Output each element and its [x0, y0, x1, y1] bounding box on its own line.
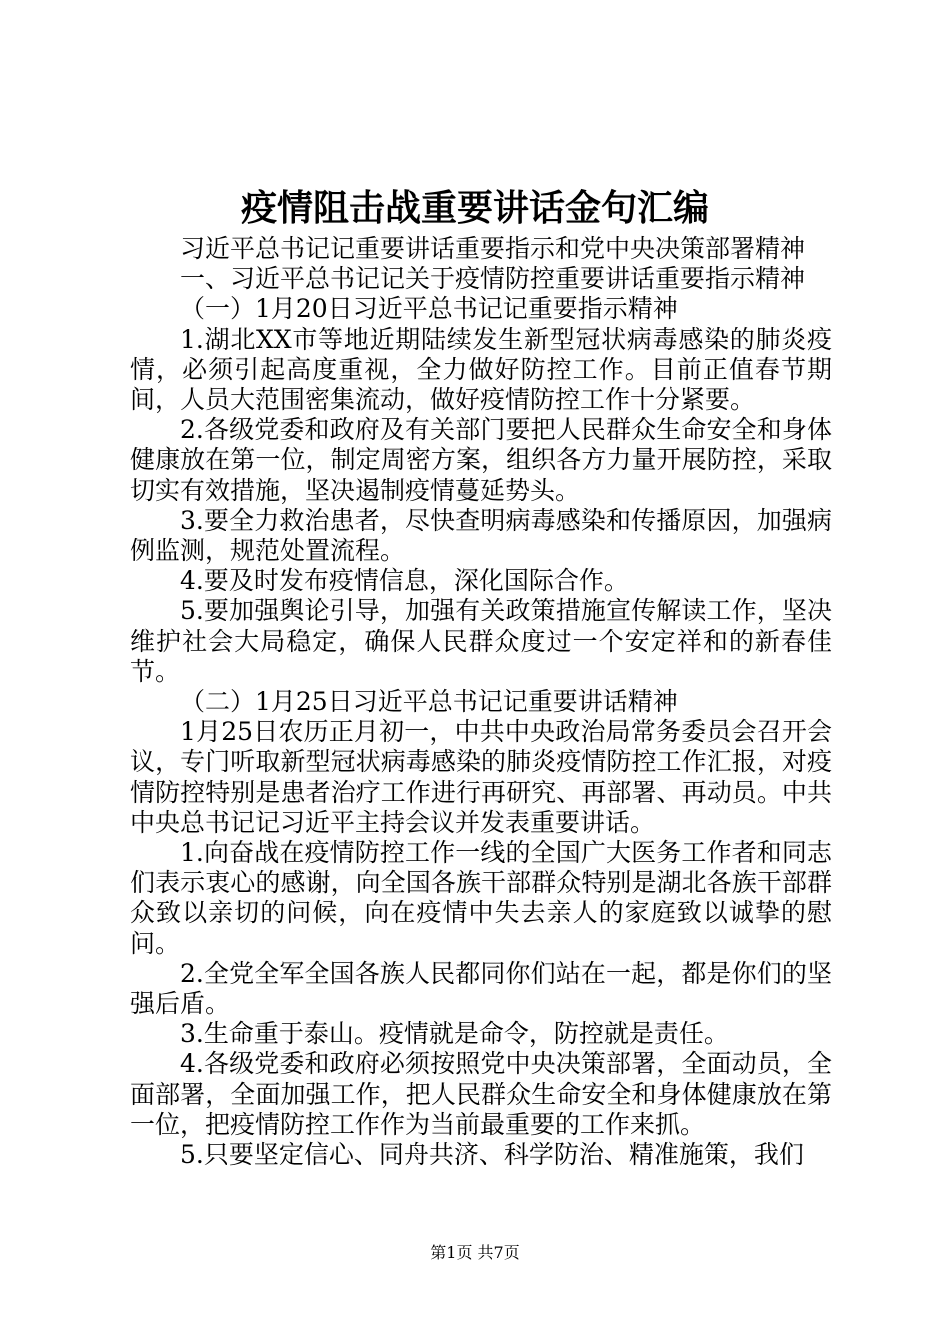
paragraph: 3.要全力救治患者，尽快查明病毒感染和传播原因，加强病例监测，规范处置流程。 — [130, 505, 832, 566]
paragraph: 1月25日农历正月初一，中共中央政治局常务委员会召开会议，专门听取新型冠状病毒感染的肺炎疫情防控工作汇报，对疫情防控特别是患者治疗工作进行再研究、再部署、再动员。中共中央总书记记习近平主持会议并发表重要讲话。 — [130, 717, 832, 837]
paragraph: 5.要加强舆论引导，加强有关政策措施宣传解读工作，坚决维护社会大局稳定，确保人民群众度过一个安定祥和的新春佳节。 — [130, 596, 832, 686]
paragraph: 习近平总书记记重要讲话重要指示和党中央决策部署精神 — [180, 234, 806, 263]
paragraph: 5.只要坚定信心、同舟共济、科学防治、精准施策，我们 — [180, 1140, 804, 1170]
paragraph: 一、习近平总书记记关于疫情防控重要讲话重要指示精神 — [180, 264, 806, 294]
document-title: 疫情阻击战重要讲话金句汇编 — [240, 187, 709, 229]
paragraph: （一）1月20日习近平总书记记重要指示精神 — [180, 294, 678, 324]
paragraph: 2.各级党委和政府及有关部门要把人民群众生命安全和身体健康放在第一位，制定周密方案，组织各方力量开展防控，采取切实有效措施，坚决遏制疫情蔓延势头。 — [130, 415, 832, 505]
paragraph: 2.全党全军全国各族人民都同你们站在一起，都是你们的坚强后盾。 — [130, 958, 832, 1019]
paragraph: 1.向奋战在疫情防控工作一线的全国广大医务工作者和同志们表示衷心的感谢，向全国各族干部群众特别是湖北各族干部群众致以亲切的问候，向在疫情中失去亲人的家庭致以诚挚的慰问。 — [130, 838, 832, 958]
paragraph: （二）1月25日习近平总书记记重要讲话精神 — [180, 687, 678, 717]
document-body — [130, 234, 832, 1170]
paragraph: 3.生命重于泰山。疫情就是命令，防控就是责任。 — [180, 1019, 729, 1049]
paragraph: 4.各级党委和政府必须按照党中央决策部署，全面动员，全面部署，全面加强工作，把人民群众生命安全和身体健康放在第一位，把疫情防控工作作为当前最重要的工作来抓。 — [130, 1049, 832, 1139]
paragraph: 4.要及时发布疫情信息，深化国际合作。 — [180, 566, 629, 596]
paragraph: 1.湖北XX市等地近期陆续发生新型冠状病毒感染的肺炎疫情，必须引起高度重视，全力做好防控工作。目前正值春节期间，人员大范围密集流动，做好疫情防控工作十分紧要。 — [130, 324, 832, 415]
page-footer: 第1页 共7页 — [430, 1243, 520, 1262]
